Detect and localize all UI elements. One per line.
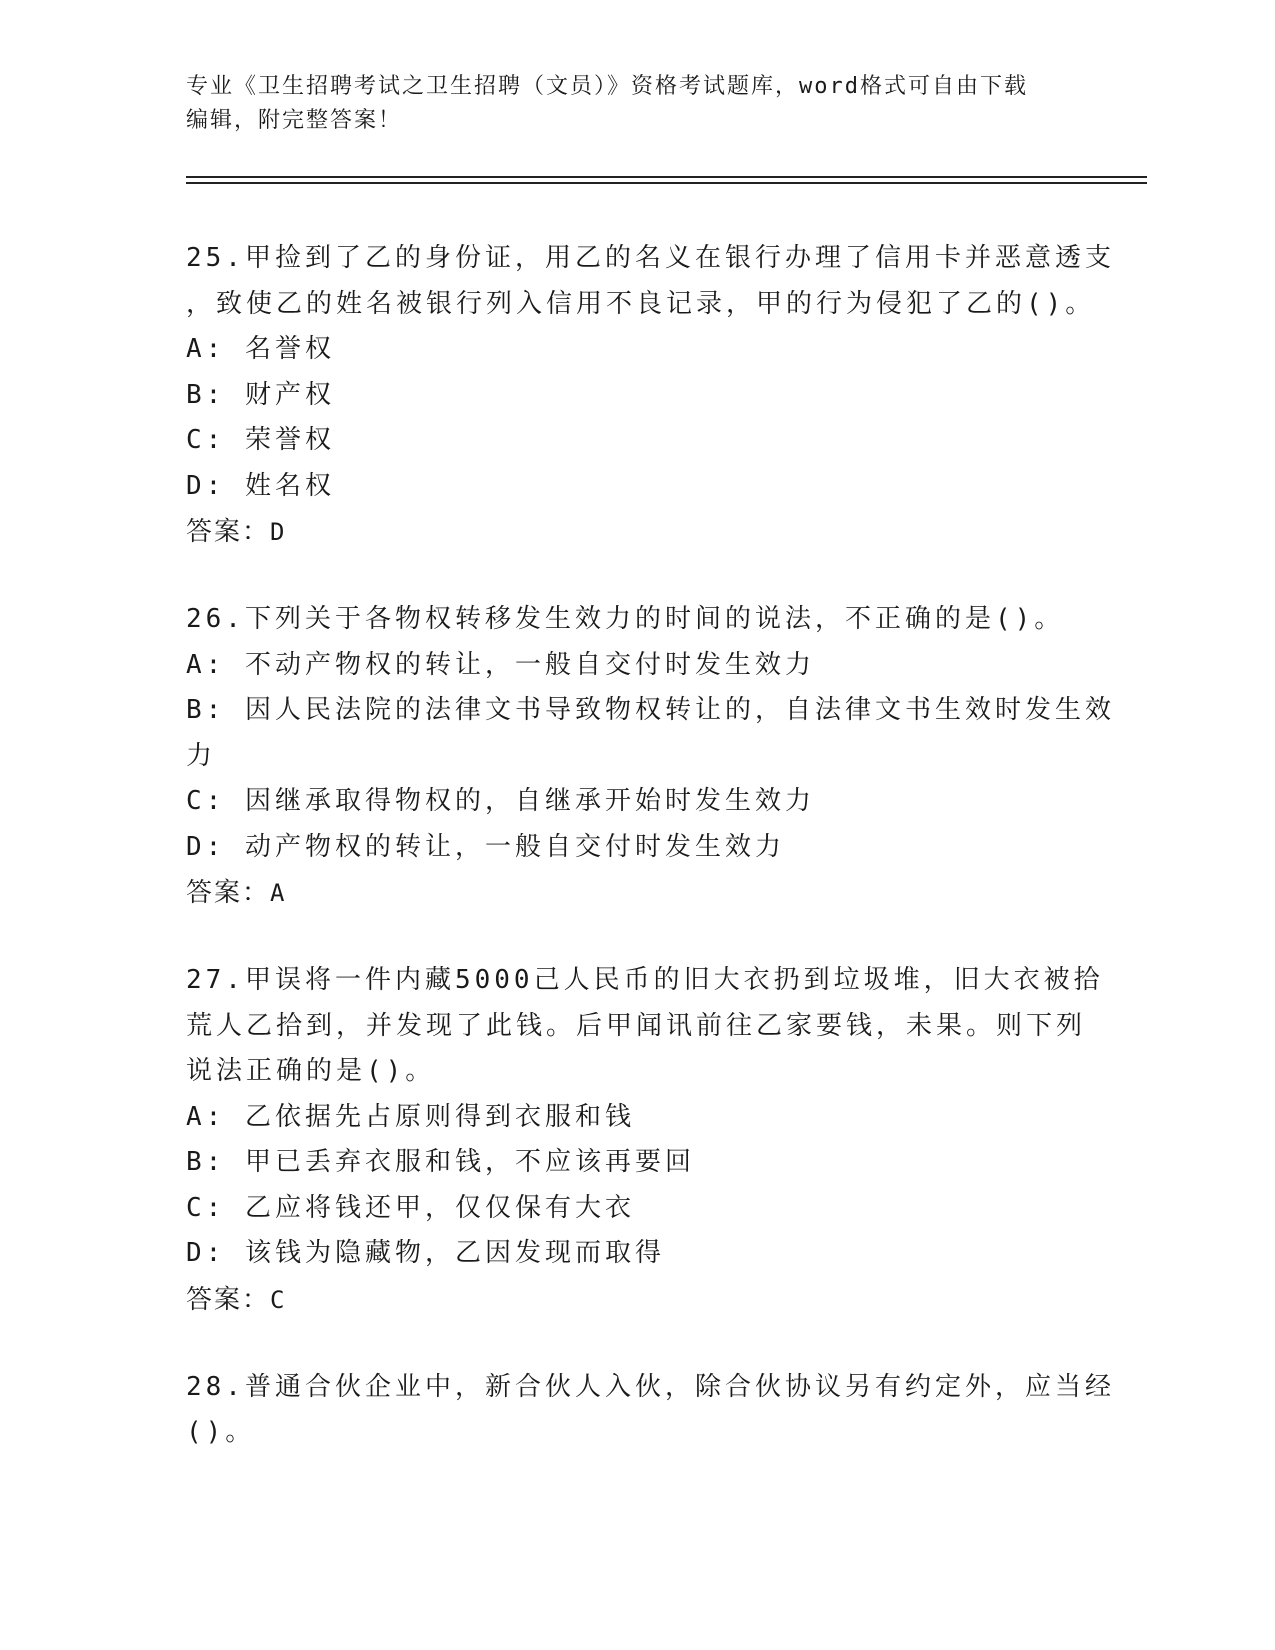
option-text-line: C: 荣誉权 (186, 425, 335, 455)
option-text-line: A: 不动产物权的转让，一般自交付时发生效力 (186, 649, 815, 680)
answer-label: 答案： (186, 1284, 271, 1315)
answer-line (186, 509, 1086, 555)
option-text-line: C: 乙应将钱还甲，仅仅保有大衣 (186, 1192, 635, 1223)
question-text-line: 25.甲捡到了乙的身份证，用乙的名义在银行办理了信用卡并恶意透支 (186, 243, 1115, 273)
question-text-line: 28.普通合伙企业中，新合伙人入伙，除合伙协议另有约定外，应当经 (186, 1371, 1115, 1402)
question-block (186, 597, 1115, 916)
question-block (186, 236, 1115, 555)
answer-label: 答案： (186, 878, 271, 908)
answer-label: 答案： (186, 517, 271, 547)
document-header (186, 70, 1086, 138)
option-text-line: B: 因人民法院的法律文书导致物权转让的，自法律文书生效时发生效 (186, 695, 1115, 725)
answer-value: C (270, 1285, 287, 1314)
header-divider-top (186, 176, 1147, 178)
answer-line (186, 870, 1086, 916)
question-text-line: 26.下列关于各物权转移发生效力的时间的说法，不正确的是()。 (186, 604, 1065, 634)
option-text-line: C: 因继承取得物权的，自继承开始时发生效力 (186, 786, 815, 816)
option-text-line: D: 动产物权的转让，一般自交付时发生效力 (186, 831, 785, 862)
answer-line (186, 1277, 1086, 1323)
question-list (186, 236, 1115, 1498)
question-text-line: ()。 (186, 1417, 256, 1447)
header-line-1: 专业《卫生招聘考试之卫生招聘（文员）》资格考试题库，word格式可自由下载 (186, 74, 1028, 99)
option-text-line: B: 财产权 (186, 379, 335, 410)
question-text-line: 27.甲误将一件内藏5000己人民币的旧大衣扔到垃圾堆，旧大衣被拾 (186, 965, 1104, 995)
option-text-line: 力 (186, 740, 217, 771)
option-text-line: A: 乙依据先占原则得到衣服和钱 (186, 1101, 635, 1132)
option-text-line: D: 姓名权 (186, 470, 335, 501)
question-block (186, 958, 1104, 1323)
question-block (186, 1365, 1115, 1456)
header-line-2: 编辑，附完整答案！ (186, 108, 403, 133)
question-text-line: ，致使乙的姓名被银行列入信用不良记录，甲的行为侵犯了乙的()。 (186, 288, 1096, 319)
answer-value: D (270, 518, 287, 546)
option-text-line: D: 该钱为隐藏物，乙因发现而取得 (186, 1238, 665, 1268)
option-text-line: B: 甲已丢弃衣服和钱，不应该再要回 (186, 1147, 695, 1177)
question-text-line: 荒人乙拾到，并发现了此钱。后甲闻讯前往乙家要钱，未果。则下列 (186, 1010, 1087, 1041)
option-text-line: A: 名誉权 (186, 334, 335, 364)
question-text-line: 说法正确的是()。 (186, 1056, 436, 1086)
header-divider-bottom (186, 182, 1147, 184)
answer-value: A (270, 879, 287, 907)
